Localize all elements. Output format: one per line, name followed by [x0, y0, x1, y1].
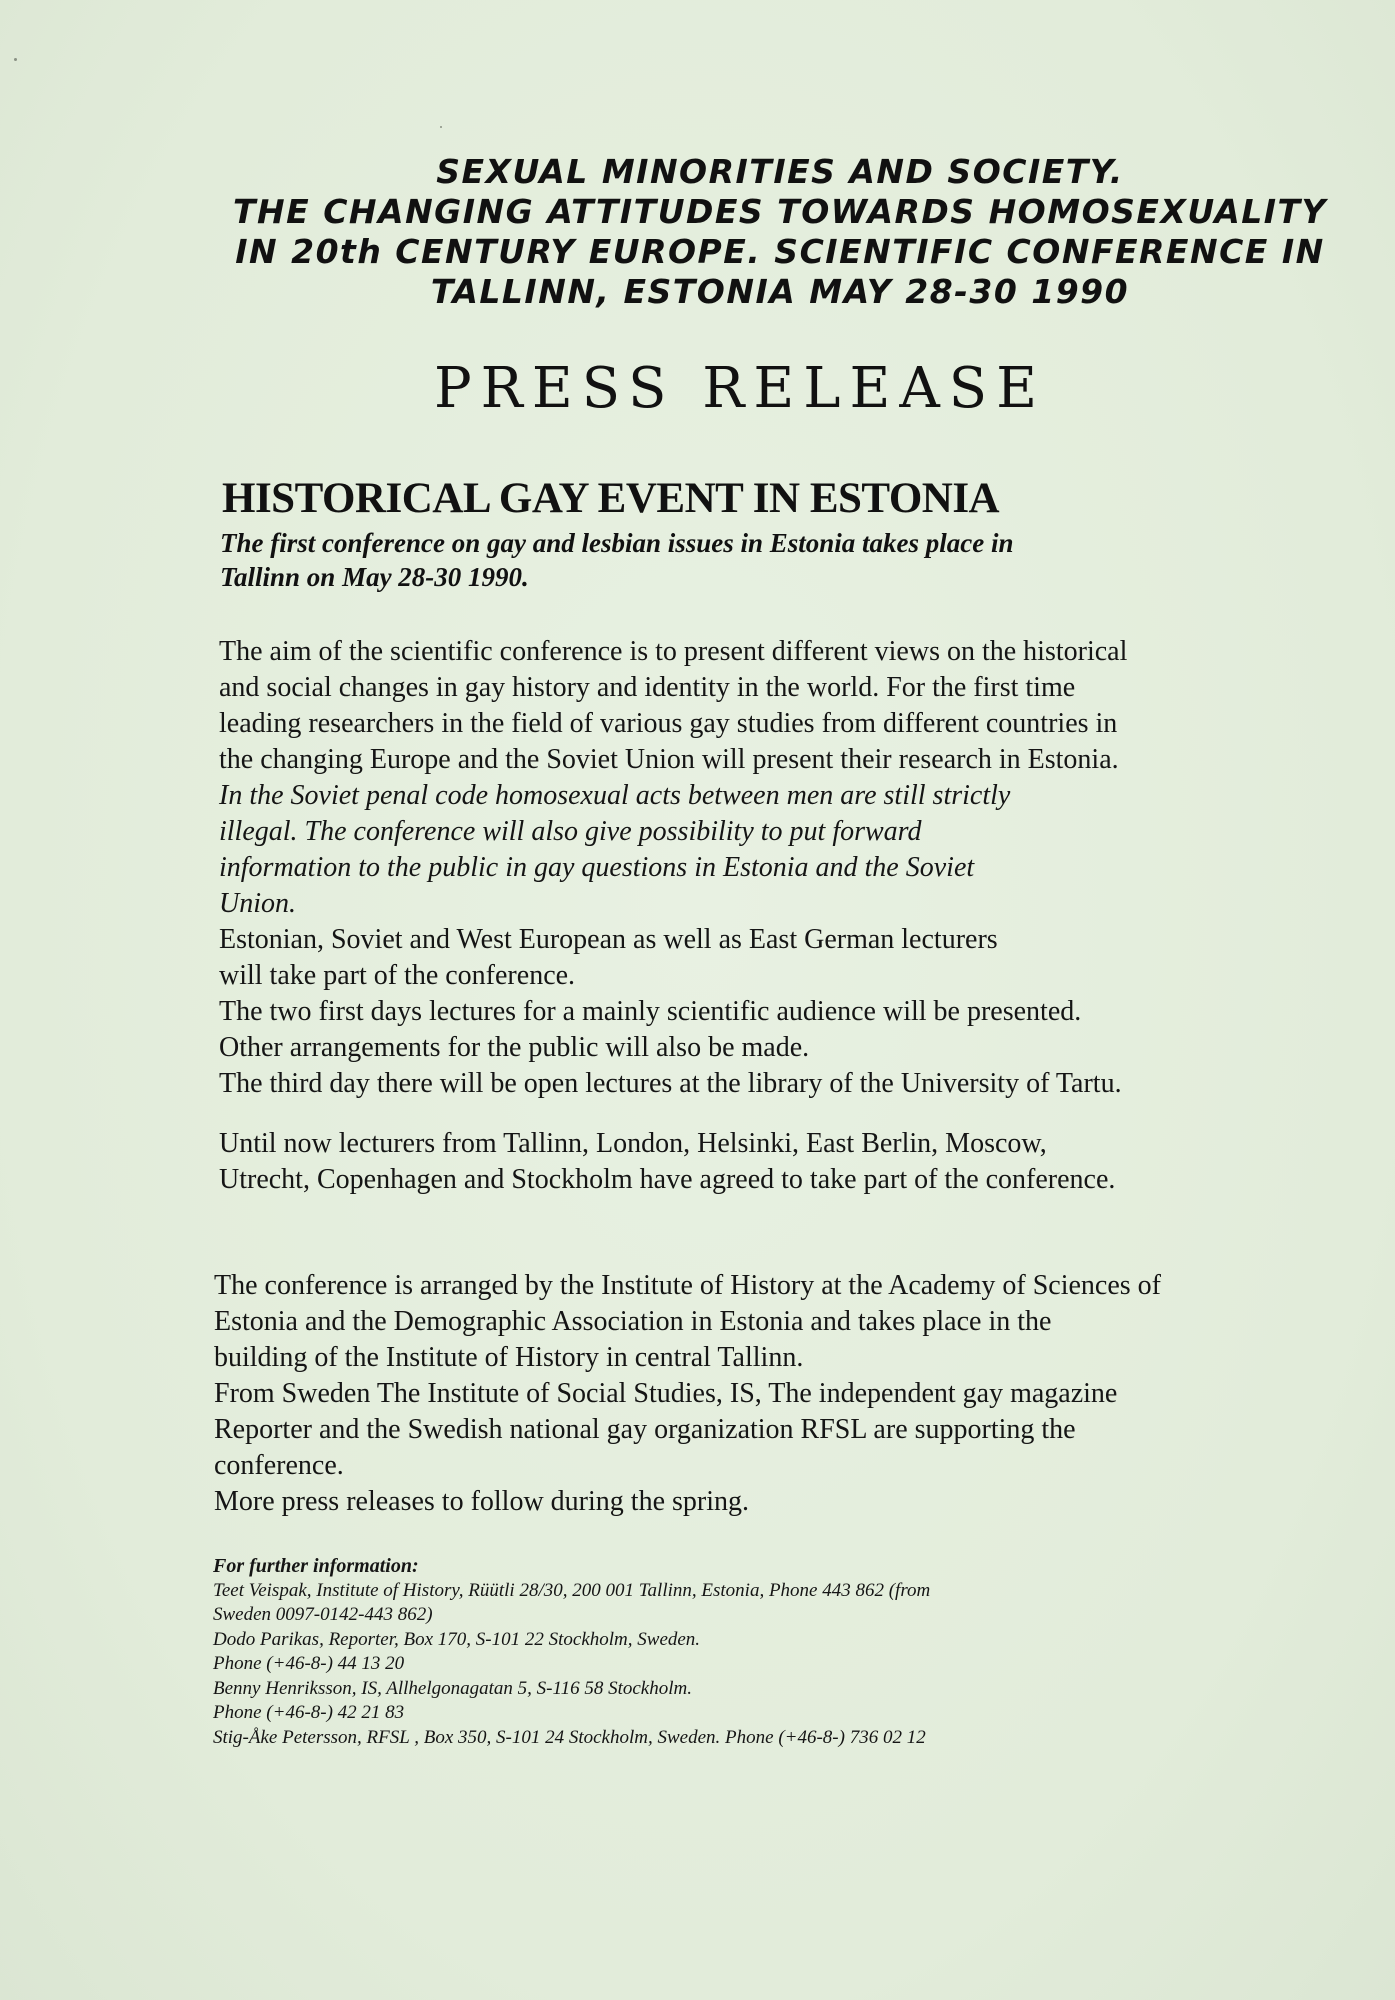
- contacts-label: For further information:: [213, 1555, 419, 1577]
- subhead-line: Tallinn on May 28-30 1990.: [220, 562, 529, 592]
- body-line: The third day there will be open lectures at the library of the University of Tartu.: [219, 1068, 1122, 1099]
- body-line: and social changes in gay history and identity in the world. For the first time: [219, 672, 1076, 703]
- body-line: The aim of the scientific conference is to present different views on the historical: [219, 636, 1128, 667]
- body-line: will take part of the conference.: [219, 960, 576, 991]
- body-line: building of the Institute of History in central Tallinn.: [214, 1342, 804, 1373]
- conference-header: [200, 152, 1360, 312]
- header-line: IN 20th CENTURY EUROPE. SCIENTIFIC CONFERENCE IN: [235, 232, 1325, 271]
- body-line: Until now lecturers from Tallinn, London, Helsinki, East Berlin, Moscow,: [219, 1128, 1047, 1159]
- header-line: SEXUAL MINORITIES AND SOCIETY.: [436, 152, 1124, 191]
- body-line: Estonian, Soviet and West European as well as East German lecturers: [219, 924, 998, 955]
- contact-line: Stig-Åke Petersson, RFSL , Box 350, S-101 24 Stockholm, Sweden. Phone (+46-8-) 736 02 12: [213, 1726, 926, 1748]
- header-line: TALLINN, ESTONIA MAY 28-30 1990: [430, 272, 1130, 311]
- body-line: Other arrangements for the public will also be made.: [219, 1032, 810, 1063]
- body-line: From Sweden The Institute of Social Studies, IS, The independent gay magazine: [214, 1378, 1118, 1409]
- contact-line: Dodo Parikas, Reporter, Box 170, S-101 22 Stockholm, Sweden.: [213, 1628, 701, 1650]
- headline: HISTORICAL GAY EVENT IN ESTONIA: [222, 475, 1000, 522]
- body-line: leading researchers in the field of various gay studies from different countries in: [219, 708, 1118, 739]
- body-paragraph-lecturers: [219, 1126, 1115, 1198]
- body-line: Reporter and the Swedish national gay organization RFSL are supporting the: [214, 1414, 1076, 1445]
- contact-line: Phone (+46-8-) 42 21 83: [213, 1702, 405, 1723]
- contact-information: [213, 1554, 930, 1750]
- body-line: Utrecht, Copenhagen and Stockholm have agreed to take part of the conference.: [219, 1164, 1116, 1195]
- contact-line: Phone (+46-8-) 44 13 20: [213, 1653, 405, 1674]
- press-release-title: PRESS RELEASE: [433, 356, 1047, 421]
- body-line: The conference is arranged by the Institute of History at the Academy of Sciences of: [214, 1270, 1161, 1301]
- body-line-italic: In the Soviet penal code homosexual acts between men are still strictly: [219, 780, 1011, 811]
- contact-line: Sweden 0097-0142-443 862): [213, 1604, 433, 1625]
- body-line-italic: Union.: [219, 888, 296, 919]
- body-line: the changing Europe and the Soviet Union will present their research in Estonia.: [219, 744, 1119, 775]
- body-paragraph-aim: [219, 634, 1127, 1102]
- header-line: THE CHANGING ATTITUDES TOWARDS HOMOSEXUALITY: [233, 192, 1327, 231]
- body-line: The two first days lectures for a mainly scientific audience will be presented.: [219, 996, 1082, 1027]
- body-paragraph-arrangers: [214, 1268, 1161, 1520]
- body-line: More press releases to follow during the spring.: [214, 1486, 749, 1517]
- paper-speck: [14, 58, 17, 61]
- subheadline: [220, 526, 1220, 594]
- paper-speck: [440, 126, 442, 128]
- body-line-italic: information to the public in gay questions in Estonia and the Soviet: [219, 852, 975, 883]
- contact-line: Benny Henriksson, IS, Allhelgonagatan 5, S-116 58 Stockholm.: [213, 1677, 692, 1699]
- body-line: Estonia and the Demographic Association in Estonia and takes place in the: [214, 1306, 1052, 1337]
- contact-line: Teet Veispak, Institute of History, Rüütli 28/30, 200 001 Tallinn, Estonia, Phone 443 862 (from: [213, 1579, 931, 1601]
- body-line: conference.: [214, 1450, 344, 1481]
- body-line-italic: illegal. The conference will also give possibility to put forward: [219, 816, 922, 847]
- subhead-line: The first conference on gay and lesbian issues in Estonia takes place in: [220, 528, 1014, 558]
